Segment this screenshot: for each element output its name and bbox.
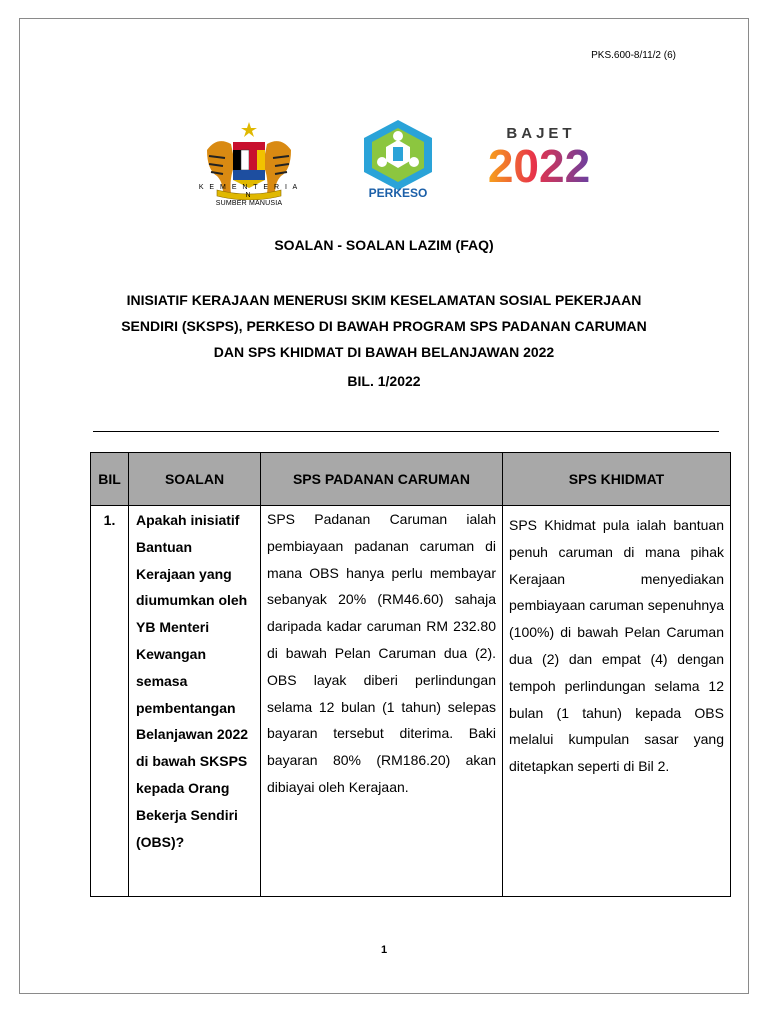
- svg-text:BAJET: BAJET: [506, 125, 576, 142]
- document-subtitle: INISIATIF KERAJAAN MENERUSI SKIM KESELAMATAN SOSIAL PEKERJAAN SENDIRI (SKSPS), PERKESO DI BAWAH PROGRAM SPS PADANAN CARUMAN DAN SPS KHIDMAT DI BAWAH BELANJAWAN 2022: [121, 292, 647, 360]
- faq-table: [90, 452, 731, 897]
- header-padanan: SPS PADANAN CARUMAN: [261, 453, 503, 506]
- page-number: 1: [380, 944, 388, 956]
- document-title: SOALAN - SOALAN LAZIM (FAQ): [274, 237, 494, 253]
- document-number: BIL. 1/2022: [347, 373, 421, 389]
- perkeso-logo: [358, 116, 438, 200]
- svg-text:2022: 2022: [487, 140, 591, 192]
- kementerian-logo-text: K E M E N T E R I A N SUMBER MANUSIA: [198, 184, 300, 207]
- bajet-2022-logo: [477, 122, 603, 192]
- table-row: [91, 506, 731, 897]
- header-bil: BIL: [91, 453, 129, 506]
- reference-number: PKS.600-8/11/2 (6): [591, 50, 676, 61]
- row-padanan: SPS Padanan Caruman ialah pembiayaan padanan caruman di mana OBS hanya perlu membayar sebanyak 20% (RM46.60) sahaja daripada kadar caruman RM 232.80 di bawah Pelan Caruman dua (2). OBS layak diberi perlindungan selama 12 bulan (1 tahun) selepas bayaran tersebut diterima. Baki bayaran 80% (RM186.20) akan dibiayai oleh Kerajaan.: [261, 506, 503, 897]
- header-soalan: SOALAN: [129, 453, 261, 506]
- svg-text:PERKESO: PERKESO: [368, 186, 428, 200]
- row-soalan: Apakah inisiatif Bantuan Kerajaan yang diumumkan oleh YB Menteri Kewangan semasa pembentangan Belanjawan 2022 di bawah SKSPS kepada Orang Bekerja Sendiri (OBS)?: [129, 506, 261, 897]
- table-header-row: [91, 453, 731, 506]
- divider-line: [93, 431, 719, 432]
- row-khidmat: SPS Khidmat pula ialah bantuan penuh caruman di mana pihak Kerajaan menyediakan pembiayaan caruman sepenuhnya (100%) di bawah Pelan Caruman dua (2) dan empat (4) dengan tempoh perlindungan selama 12 bulan (1 tahun) kepada OBS melalui kumpulan sasar yang ditetapkan seperti di Bil 2.: [503, 506, 731, 897]
- row-bil: 1.: [91, 506, 129, 897]
- header-khidmat: SPS KHIDMAT: [503, 453, 731, 506]
